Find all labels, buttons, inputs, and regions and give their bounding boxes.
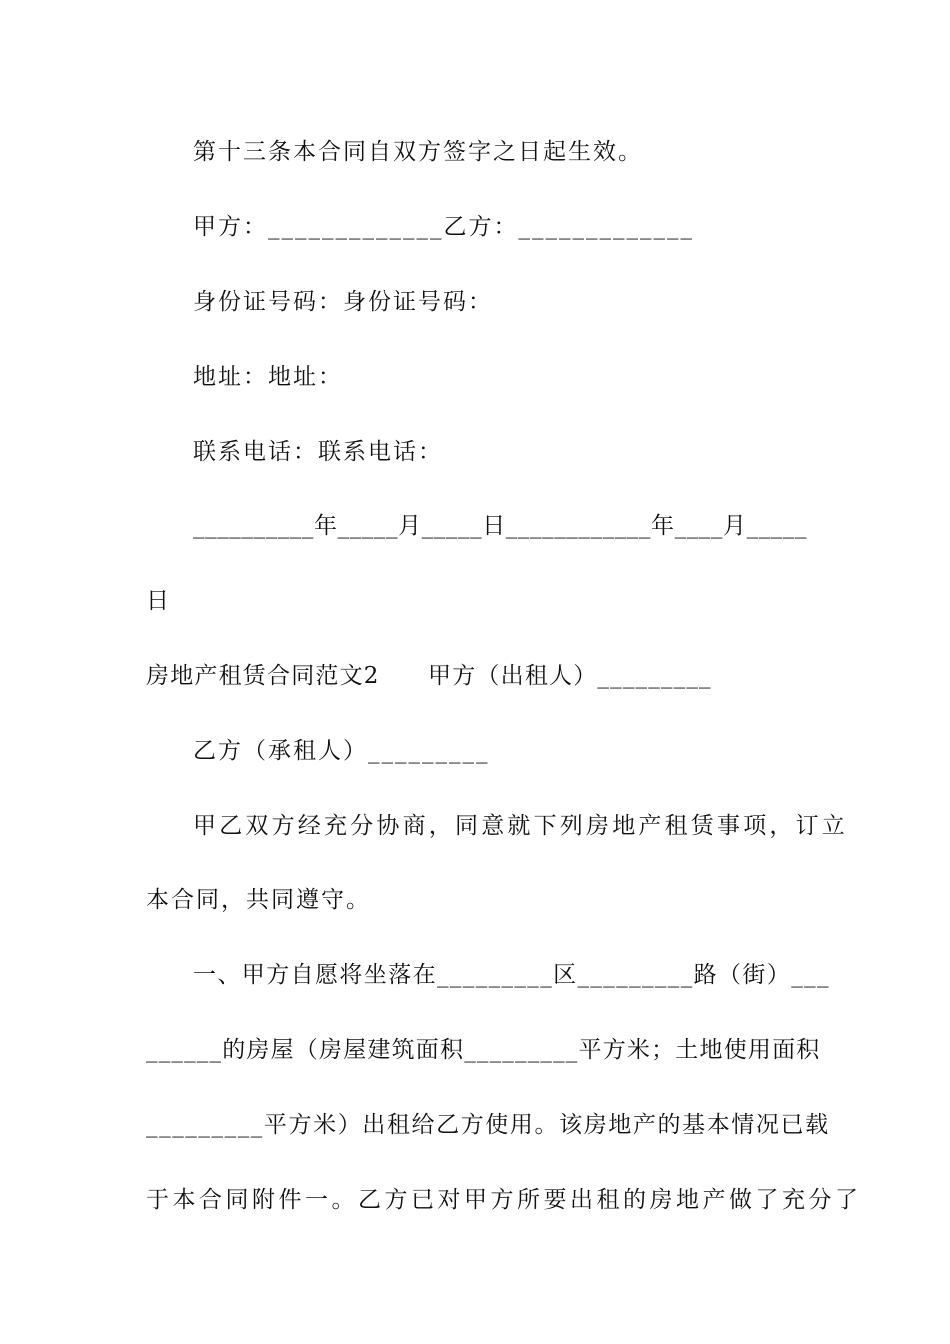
id-number-line: 身份证号码：身份证号码： <box>193 289 493 315</box>
party-signature-line: 甲方：_____________乙方：_____________ <box>193 214 694 240</box>
date-line: __________年_____月_____日____________年____月_____ <box>193 513 808 539</box>
preamble-line-1: 甲乙双方经充分协商，同意就下列房地产租赁事项，订立 <box>193 813 848 839</box>
clause-13-effective: 第十三条本合同自双方签字之日起生效。 <box>193 139 643 165</box>
preamble-line-2: 本合同，共同遵守。 <box>146 887 371 913</box>
address-line: 地址：地址： <box>193 364 343 390</box>
article-1-line-4: 于本合同附件一。乙方已对甲方所要出租的房地产做了充分了 <box>146 1187 862 1213</box>
article-1-line-1: 一、甲方自愿将坐落在_________区_________路（街）___ <box>193 962 830 988</box>
article-1-line-2: ______的房屋（房屋建筑面积_________平方米；土地使用面积 <box>146 1037 821 1063</box>
contract-title-and-lessor: 房地产租赁合同范文2 甲方（出租人）_________ <box>146 663 712 689</box>
date-line-continued: 日 <box>146 588 171 614</box>
article-1-line-3: _________平方米）出租给乙方使用。该房地产的基本情况已载 <box>146 1112 830 1138</box>
phone-line: 联系电话：联系电话： <box>193 439 443 465</box>
lessee-line: 乙方（承租人）_________ <box>193 738 490 764</box>
